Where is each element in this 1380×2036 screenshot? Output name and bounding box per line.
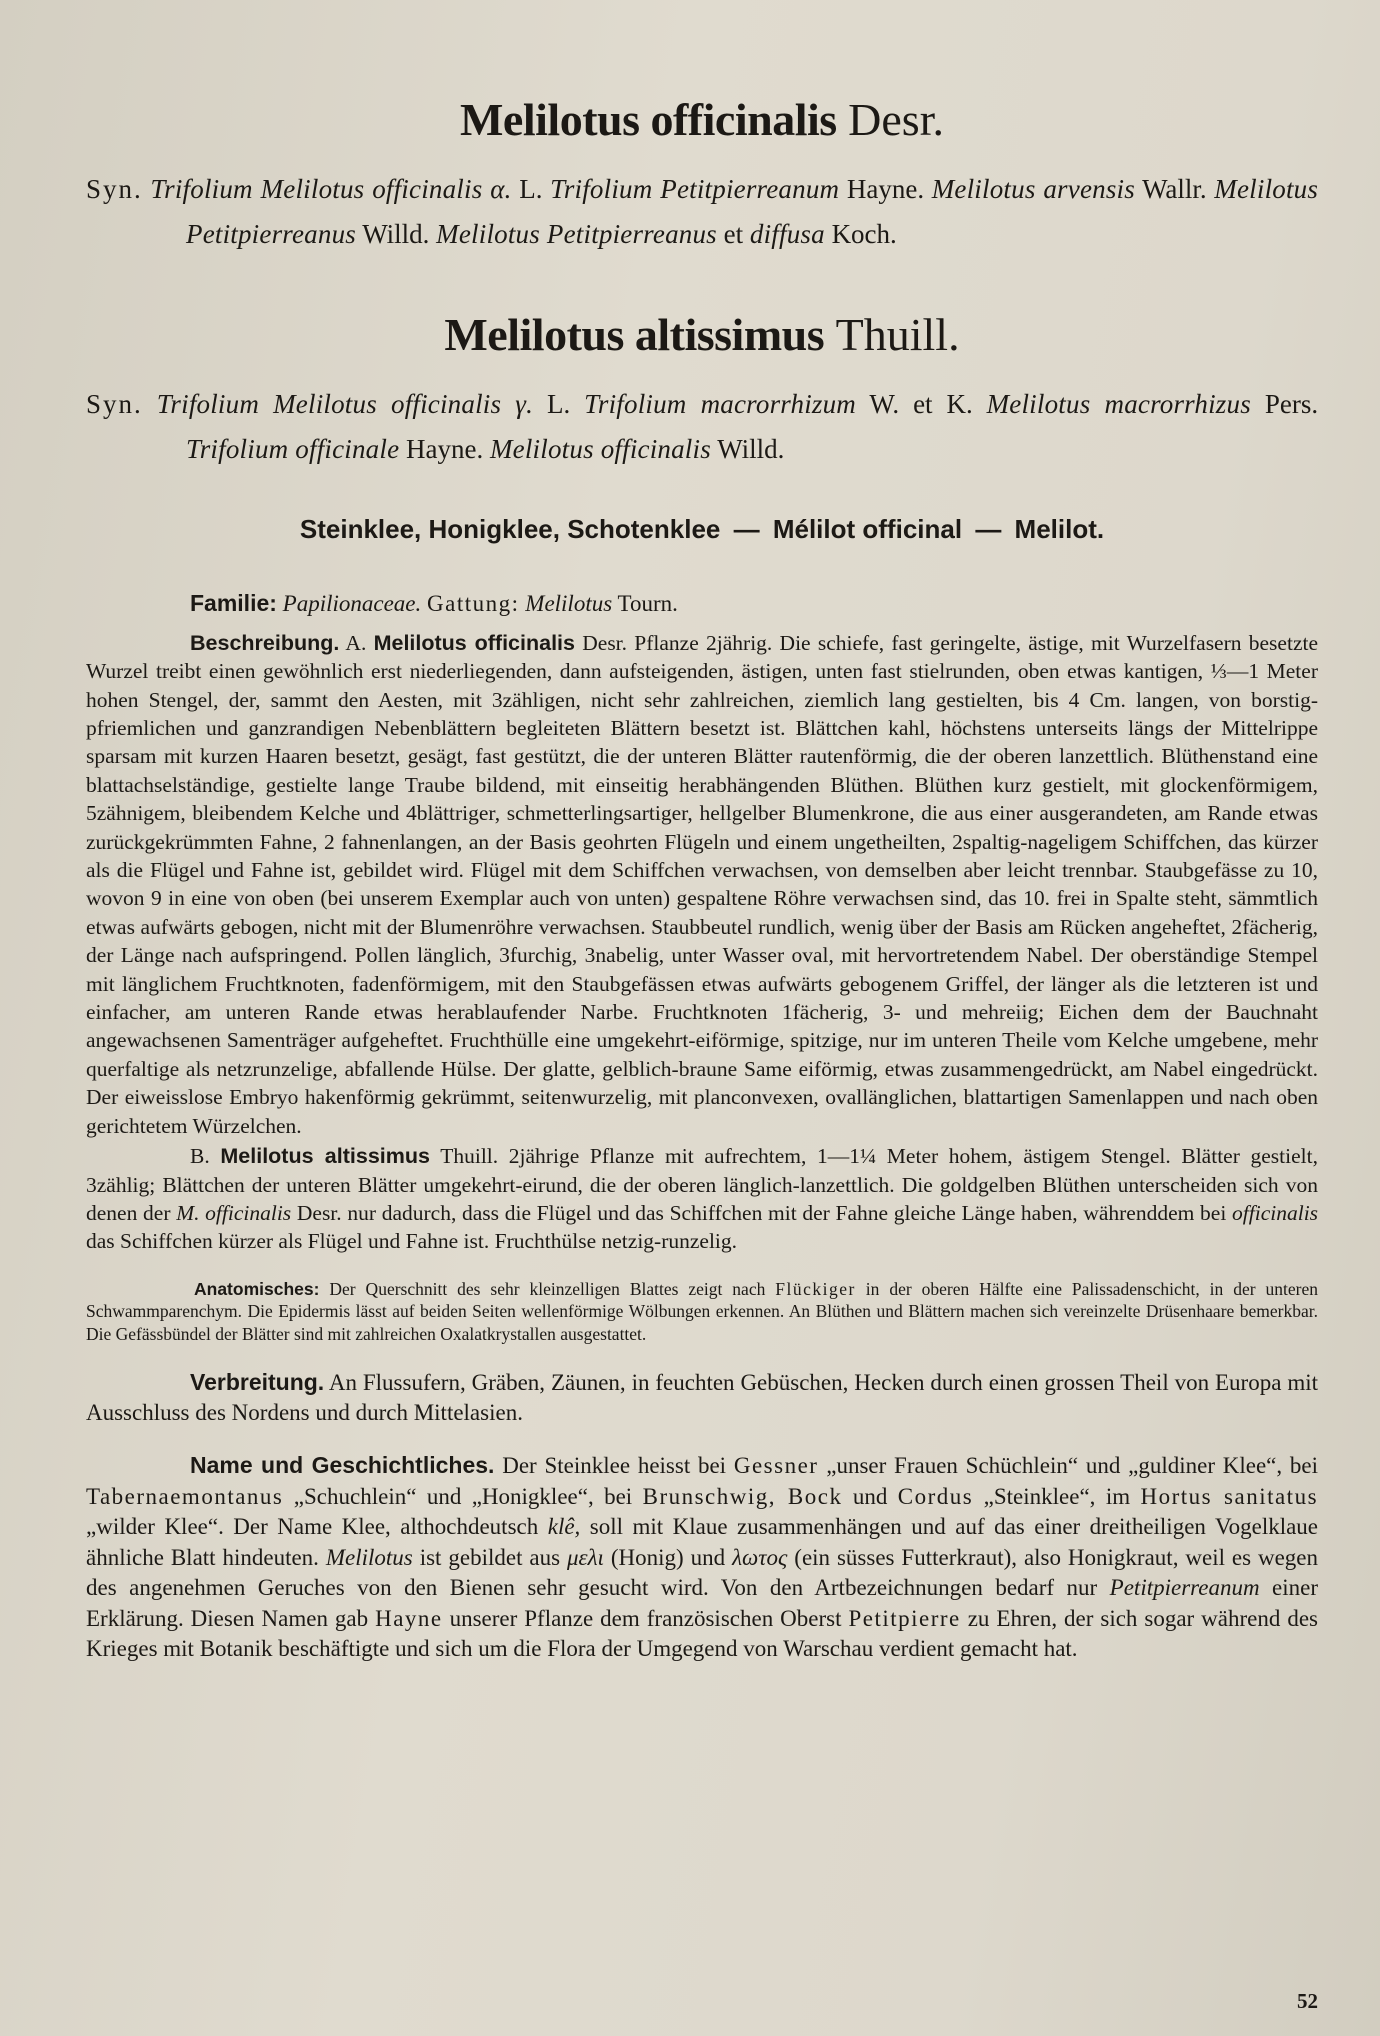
- history-text: (ein süsses Futterkraut), also Honigkraut, weil es wegen des angenehmen Geruches von den Bienen sehr gesucht wird. Von den Artbezeichnungen bedarf nur: [86, 1544, 1319, 1601]
- species-author: Thuill.: [835, 309, 960, 361]
- synonym-author: L.: [547, 389, 571, 420]
- synonym-author: Willd.: [362, 219, 430, 250]
- species-reference: officinalis: [1232, 1200, 1319, 1225]
- synonym-name: Trifolium macrorrhizum: [584, 389, 857, 420]
- synonym-author: Wallr.: [1142, 174, 1207, 205]
- dash: —: [975, 514, 1002, 545]
- synonym-name: Melilotus macrorrhizus: [986, 389, 1251, 420]
- description-text: das Schiffchen kürzer als Flügel und Fahne ist. Fruchthülse netzig-runzelig.: [86, 1229, 738, 1254]
- synonym-author: et: [723, 219, 744, 250]
- anatomy-text: in der oberen Hälfte eine Palissadenschicht, in der unteren Schwammparenchym. Die Epidermis lässt auf beiden Seiten wellenförmige Wölbungen erkennen. An Blüthen und Blättern machen sich vereinzelte Drüsenhaare bemerkbar. Die Gefässbündel der Blätter sind mit zahlreichen Oxalatkrystallen ausgestattet.: [86, 1278, 1318, 1344]
- species-heading-officinalis: [86, 92, 1318, 147]
- synonyms-label: Syn.: [86, 174, 143, 205]
- species-name: Melilotus altissimus: [444, 309, 825, 361]
- synonyms-label: Syn.: [86, 389, 143, 420]
- synonym-name: Melilotus arvensis: [931, 174, 1135, 205]
- history-label: Name und Geschichtliches.: [190, 1452, 495, 1479]
- synonym-author: Hayne.: [846, 174, 925, 205]
- synonyms-officinalis: [86, 167, 1318, 257]
- anatomy-label: Anatomisches:: [194, 1278, 320, 1299]
- description-b: [86, 1142, 1318, 1256]
- history-text: zu Ehren, der sich sogar während des Krieges mit Botanik beschäftigte und sich um die Flora der Umgegend von Warschau verdient gemacht hat.: [86, 1605, 1318, 1662]
- species-heading-altissimus: [86, 307, 1318, 362]
- history-text: unserer Pflanze dem französischen Oberst: [449, 1605, 842, 1631]
- history-text: „wilder Klee“. Der Name Klee, althochdeutsch: [86, 1514, 539, 1540]
- distribution-label: Verbreitung.: [190, 1369, 325, 1396]
- person-name: Cordus: [897, 1483, 974, 1509]
- person-name: Gessner: [733, 1453, 819, 1479]
- description-text: Desr. Pflanze 2jährig. Die schiefe, fast geringelte, ästige, mit Wurzelfasern besetzte Wurzel treibt einen gewöhnlich erst niederliegenden, dann aufsteigenden, ästigen, unten fast stielrunden, oben etwas kantigen, ⅓—1 Meter hohen Stengel, der, sammt den Aesten, mit 3zähligen, nicht sehr zahlreichen, ziemlich lang gestielten, bis 4 Cm. langen, von borstig-pfriemlichen und ganzrandigen Nebenblättern begleiteten Blättern besetzt ist. Blättchen kahl, höchstens unterseits längs der Mittelrippe sparsam mit kurzen Haaren besetzt, gesägt, fast gestützt, die der unteren Blätter rautenförmig, die der oberen lanzettlich. Blüthenstand eine blattachselständige, gestielte lange Traube bildend, mit einseitig herabhängenden Blüthen. Blüthen kurz gestielt, mit glockenförmigem, 5zähnigem, bleibendem Kelche und 4blättriger, schmetterlingsartiger, hellgelber Blumenkrone, die aus einer ausgerandeten, am Rande etwas zurückgekrümmten Fahne, 2 fahnenlangen, an der Basis geohrten Flügeln und einem ungetheilten, 2spaltig-nageligem Schiffchen, das kürzer als die Flügel und Fahne ist, gebildet wird. Flügel mit dem Schiffchen verwachsen, von demselben aber leicht trennbar. Staubgefässe zu 10, wovon 9 in eine von oben (bei unserem Exemplar auch von unten) gespaltene Röhre verwachsen sind, das 10. frei in Spalte steht, sämmtlich etwas aufwärts gebogen, nicht mit der Blumenröhre verwachsen. Staubbeutel rundlich, wenig über der Basis am Rücken angeheftet, 2fächerig, der Länge nach aufspringend. Pollen länglich, 3furchig, 3nabelig, unter Wasser oval, mit hervortretendem Nabel. Der oberständige Stempel mit länglichem Fruchtknoten, fadenförmigem, mit den Staubgefässen etwas aufwärts gebogenem Griffel, der länger als die letzteren ist und einfacher, am unteren Rande etwas herablaufender Narbe. Fruchtknoten 1fächerig, 3- und mehreiig; Eichen dem der Bauchnaht angewachsenen Samenträger aufgeheftet. Fruchthülle eine umgekehrt-eiförmige, spitzige, nur im unteren Theile vom Kelche umgebene, mehr querfaltige als netzrunzelige, abfallende Hülse. Der glatte, gelblich-braune Same eiförmig, etwas zusammengedrückt, am Nabel eingedrückt. Der eiweisslose Embryo hakenförmig gekrümmt, seitenwurzelig, mit planconvexen, ovallänglichen, blattartigen Samenlappen und nach oben gerichtetem Würzelchen.: [86, 630, 1319, 1138]
- person-name: Flückiger: [775, 1278, 856, 1299]
- synonym-author: L.: [519, 174, 543, 205]
- synonym-name: Trifolium Melilotus officinalis α.: [150, 174, 512, 205]
- anatomy-note: [86, 1278, 1318, 1346]
- description-label: Beschreibung.: [190, 630, 340, 655]
- synonym-author: Koch.: [831, 219, 897, 250]
- book-title: Hortus sanitatus: [1140, 1483, 1319, 1509]
- species-reference: M. officinalis: [176, 1200, 292, 1225]
- description-species-name: Melilotus officinalis: [373, 630, 575, 655]
- short-name: Melilot.: [1014, 514, 1105, 545]
- family-line: [86, 589, 1318, 618]
- page-number: 52: [1297, 1989, 1318, 2013]
- distribution-text: An Flussufern, Gräben, Zäunen, in feuchten Gebüschen, Hecken durch einen grossen Theil von Europa mit Ausschluss des Nordens und durch Mittelasien.: [86, 1370, 1318, 1426]
- section-letter: B.: [190, 1144, 210, 1169]
- person-name: Petitpierre: [848, 1605, 961, 1631]
- description-species-name: Melilotus altissimus: [220, 1144, 430, 1169]
- person-name: Brunschwig, Bock: [642, 1483, 843, 1509]
- synonyms-altissimus: [86, 382, 1318, 472]
- common-names: [86, 514, 1318, 545]
- history-text: Der Steinklee heisst bei: [502, 1453, 727, 1479]
- word-reference: Petitpierreanum: [1109, 1575, 1260, 1601]
- person-name: Tabernaemontanus: [86, 1483, 284, 1509]
- history-text: ist gebildet aus: [419, 1544, 561, 1570]
- description-text: Thuill. 2jährige Pflanze mit aufrechtem, 1—1¼ Meter hohem, ästigem Stengel. Blätter gestielt, 3zählig; Blättchen der unteren Blätter umgekehrt-eirund, die der oberen länglich-lanzettlich. Die goldgelben Blüthen unterscheiden sich von denen der: [86, 1144, 1318, 1225]
- person-name: Hayne: [375, 1605, 443, 1631]
- history-text: „unser Frauen Schüchlein“ und „guldiner Klee“, bei: [826, 1453, 1319, 1479]
- anatomy-text: Der Querschnitt des sehr kleinzelligen Blattes zeigt nach: [329, 1278, 766, 1299]
- species-name: Melilotus officinalis: [460, 94, 837, 145]
- synonym-name: diffusa: [749, 219, 825, 250]
- history-text: und: [852, 1483, 888, 1509]
- synonym-author: W. et K.: [869, 389, 973, 420]
- synonym-name: Melilotus Petitpierreanus: [436, 219, 717, 250]
- synonym-name: Trifolium officinale: [186, 434, 400, 465]
- synonym-name: Trifolium Melilotus officinalis γ.: [156, 389, 534, 420]
- synonym-name: Melilotus Petitpierreanus: [186, 174, 1319, 250]
- greek-word: λωτος: [732, 1544, 788, 1570]
- history-text: „Steinklee“, im: [983, 1483, 1131, 1509]
- section-letter: A.: [345, 630, 367, 655]
- history-text: soll mit Klaue zusammenhängen und auf das einer dreitheiligen Vogelklaue ähnliche Blatt hindeuten.: [86, 1514, 1319, 1570]
- family-label: Familie:: [190, 590, 277, 617]
- synonym-name: Trifolium Petitpierreanum: [550, 174, 840, 205]
- synonym-author: Pers.: [1264, 389, 1319, 420]
- french-name: Mélilot officinal: [772, 514, 963, 545]
- genus-value: Melilotus: [525, 591, 613, 617]
- species-author: Desr.: [848, 94, 944, 145]
- history: [86, 1450, 1318, 1665]
- greek-word: μελι: [566, 1544, 604, 1570]
- dash: —: [733, 514, 760, 545]
- synonym-name: Melilotus officinalis: [489, 434, 711, 465]
- synonym-author: Hayne.: [406, 434, 484, 465]
- description-a: [86, 629, 1318, 1140]
- genus-label: Gattung:: [427, 591, 520, 617]
- word-reference: klê,: [547, 1514, 581, 1540]
- word-reference: Melilotus: [325, 1544, 413, 1570]
- history-text: „Schuchlein“ und „Honigklee“, bei: [293, 1483, 633, 1509]
- genus-author: Tourn.: [617, 591, 678, 617]
- distribution: [86, 1367, 1318, 1428]
- family-value: Papilionaceae.: [282, 591, 422, 617]
- synonym-author: Willd.: [717, 434, 785, 465]
- description-text: Desr. nur dadurch, dass die Flügel und das Schiffchen mit der Fahne gleiche Länge haben, währenddem bei: [296, 1200, 1227, 1225]
- history-text: (Honig) und: [610, 1544, 726, 1570]
- history-text: einer Erklärung. Diesen Namen gab: [86, 1575, 1319, 1631]
- german-names: Steinklee, Honigklee, Schotenklee: [299, 514, 721, 545]
